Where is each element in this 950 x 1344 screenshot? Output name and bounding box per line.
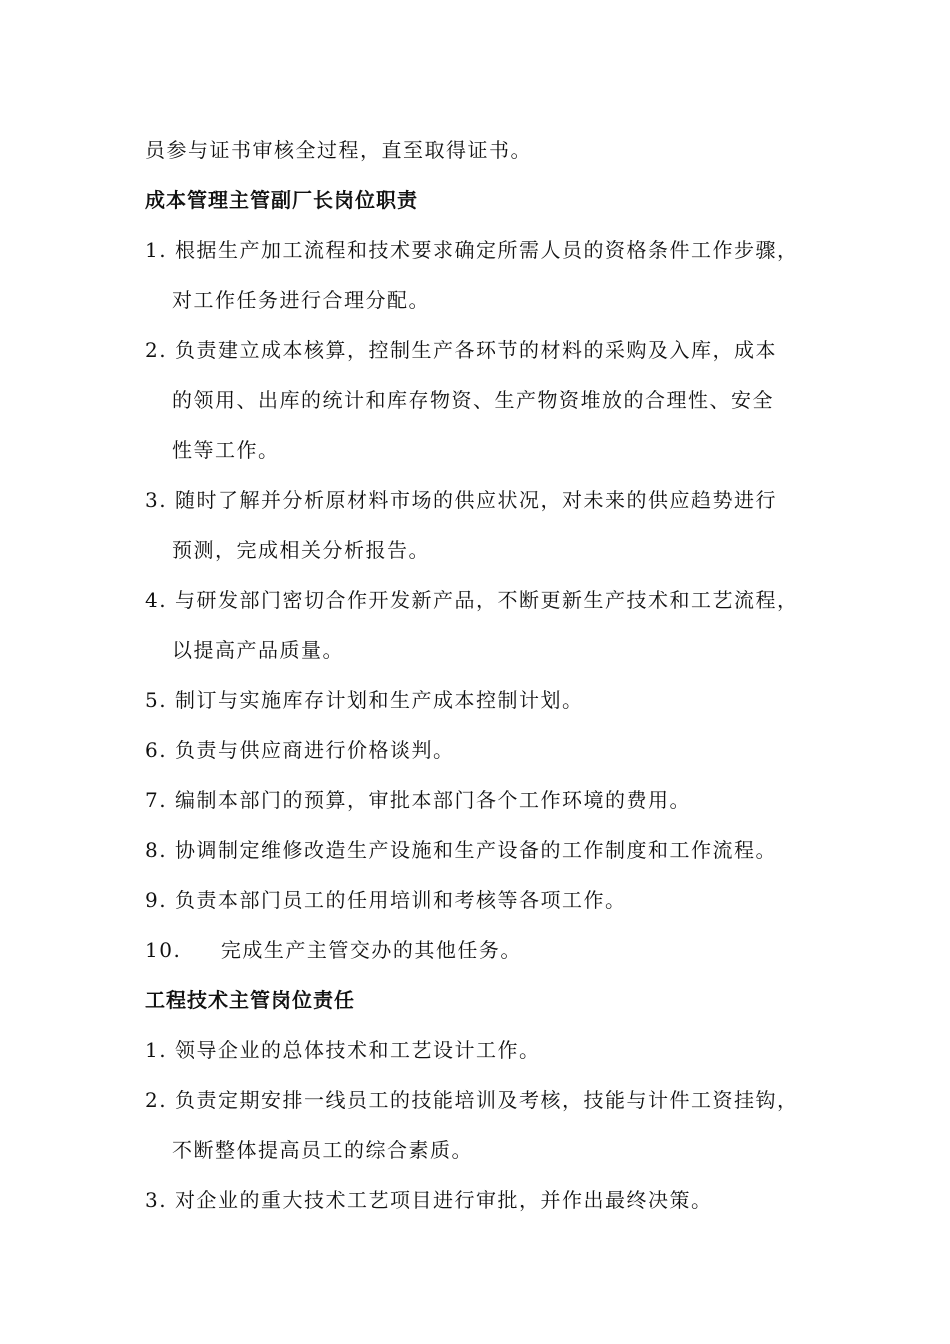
item-number: 3. [145, 1188, 168, 1212]
section1-title: 成本管理主管副厂长岗位职责 [145, 188, 418, 212]
item-text: 负责本部门员工的任用培训和考核等各项工作。 [174, 888, 627, 912]
item-number: 9. [145, 888, 168, 912]
item-text: 与研发部门密切合作开发新产品，不断更新生产技术和工艺流程， [174, 588, 799, 612]
item-number: 5. [145, 688, 168, 712]
section2-item-3 [145, 1185, 712, 1215]
item-text: 制订与实施库存计划和生产成本控制计划。 [174, 688, 584, 712]
section2-item-2-line-1 [145, 1085, 798, 1115]
section1-item-10 [145, 935, 522, 965]
section2-item-1 [145, 1035, 540, 1065]
item-text: 协调制定维修改造生产设施和生产设备的工作制度和工作流程。 [174, 838, 777, 862]
section1-item-7 [145, 785, 691, 815]
section1-item-2-line-1 [145, 335, 777, 365]
section1-item-8 [145, 835, 777, 865]
section1-item-3-line-2: 预测，完成相关分析报告。 [172, 538, 430, 562]
item-number: 2. [145, 338, 168, 362]
section2-title: 工程技术主管岗位责任 [145, 988, 355, 1012]
item-number: 2. [145, 1088, 168, 1112]
section1-item-9 [145, 885, 626, 915]
item-number: 10. [145, 938, 182, 962]
item-text: 负责建立成本核算，控制生产各环节的材料的采购及入库，成本 [174, 338, 777, 362]
item-number: 1. [145, 1038, 168, 1062]
item-text: 根据生产加工流程和技术要求确定所需人员的资格条件工作步骤， [174, 238, 799, 262]
item-number: 7. [145, 788, 168, 812]
section1-item-5 [145, 685, 583, 715]
item-number: 1. [145, 238, 168, 262]
item-text: 完成生产主管交办的其他任务。 [220, 938, 522, 962]
section1-item-2-line-3: 性等工作。 [172, 438, 280, 462]
item-number: 6. [145, 738, 168, 762]
item-number: 3. [145, 488, 168, 512]
section1-item-1-line-1 [145, 235, 798, 265]
section1-item-1-line-2: 对工作任务进行合理分配。 [172, 288, 430, 312]
intro-tail-text: 员参与证书审核全过程，直至取得证书。 [145, 138, 532, 162]
section1-item-2-line-2: 的领用、出库的统计和库存物资、生产物资堆放的合理性、安全 [172, 388, 774, 412]
item-text: 领导企业的总体技术和工艺设计工作。 [174, 1038, 541, 1062]
section1-item-6 [145, 735, 454, 765]
section1-item-4-line-2: 以提高产品质量。 [172, 638, 344, 662]
section2-item-2-line-2: 不断整体提高员工的综合素质。 [172, 1138, 473, 1162]
item-text: 随时了解并分析原材料市场的供应状况，对未来的供应趋势进行 [174, 488, 777, 512]
section1-item-3-line-1 [145, 485, 777, 515]
item-number: 4. [145, 588, 168, 612]
item-text: 编制本部门的预算，审批本部门各个工作环境的费用。 [174, 788, 691, 812]
item-number: 8. [145, 838, 168, 862]
item-text: 对企业的重大技术工艺项目进行审批，并作出最终决策。 [174, 1188, 713, 1212]
section1-item-4-line-1 [145, 585, 798, 615]
item-text: 负责与供应商进行价格谈判。 [174, 738, 455, 762]
item-text: 负责定期安排一线员工的技能培训及考核，技能与计件工资挂钩， [174, 1088, 799, 1112]
